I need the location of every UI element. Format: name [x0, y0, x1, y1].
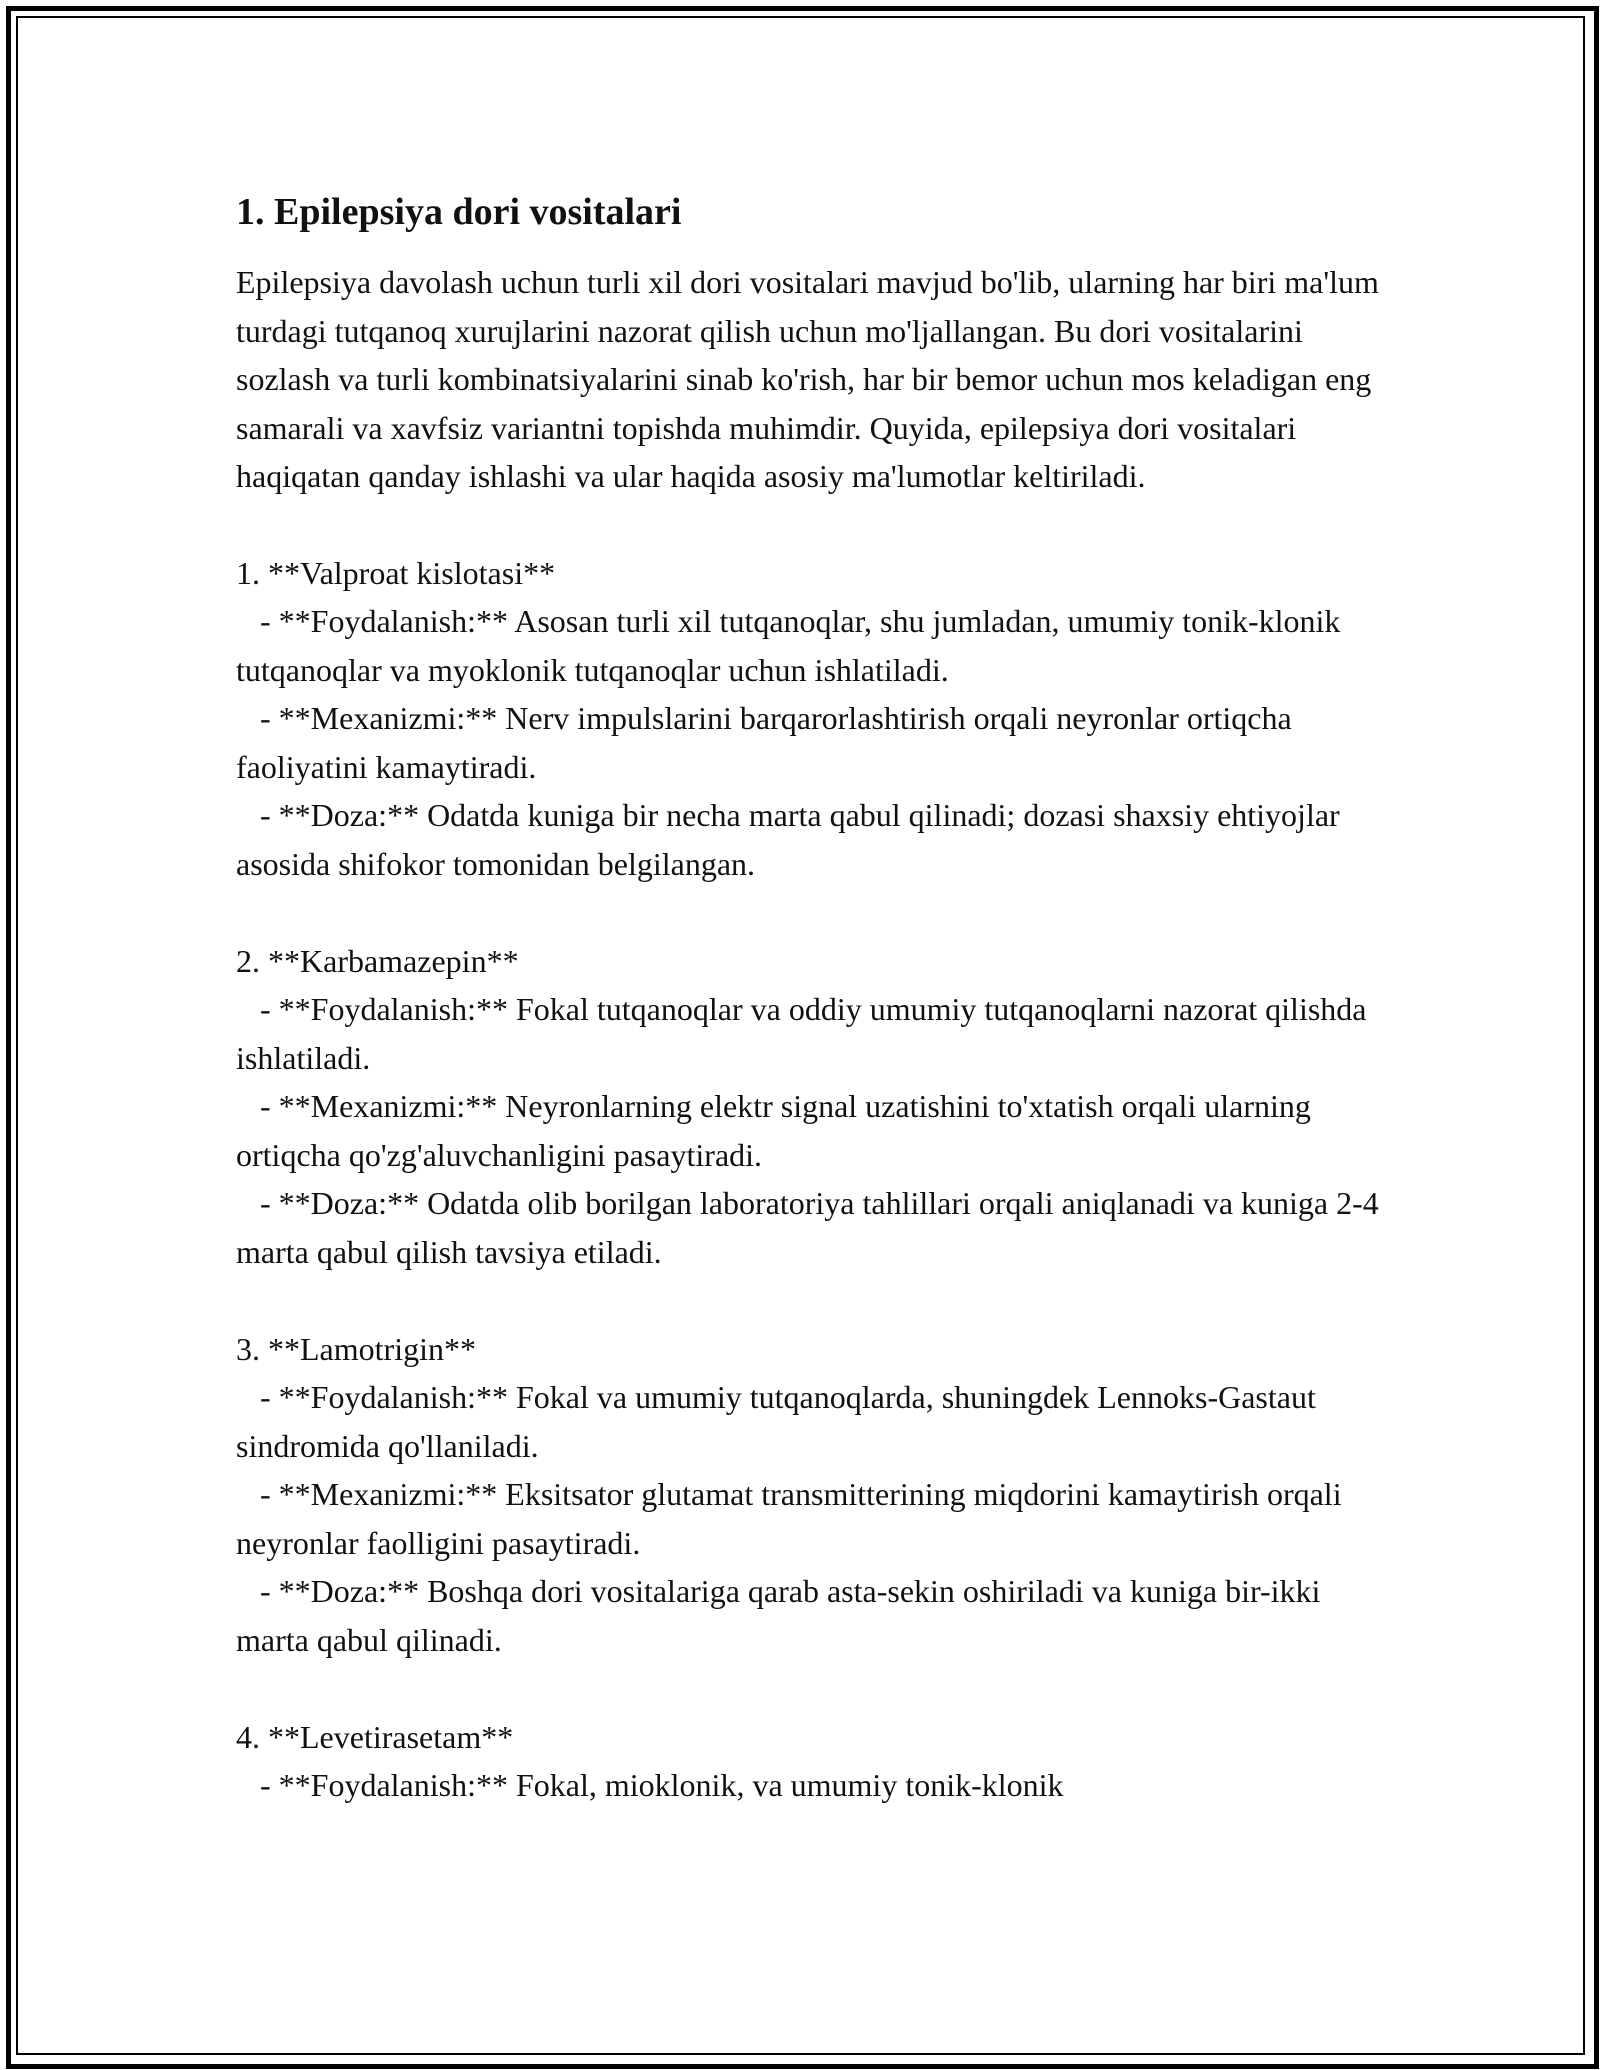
item-detail: - **Foydalanish:** Asosan turli xil tutqanoqlar, shu jumladan, umumiy tonik-klonik tutqanoqlar va myoklonik tutqanoqlar uchun ishlatiladi. [236, 603, 1341, 688]
list-item [236, 937, 1386, 1277]
section-heading: 1. Epilepsiya dori vositalari [236, 191, 682, 233]
intro-paragraph: Epilepsiya davolash uchun turli xil dori vositalari mavjud bo'lib, ularning har biri ma'lum turdagi tutqanoq xurujlarini nazorat qilish uchun mo'ljallangan. Bu dori vositalarini sozlash va turli kombinatsiyalarini sinab ko'rish, har bir bemor uchun mos keladigan eng samarali va xavfsiz variantni topishda muhimdir. Quyida, epilepsiya dori vositalari haqiqatan qanday ishlashi va ular haqida asosiy ma'lumotlar keltiriladi. [236, 264, 1379, 494]
item-detail: - **Mexanizmi:** Neyronlarning elektr signal uzatishini to'xtatish orqali ularning ortiqcha qo'zg'aluvchanligini pasaytiradi. [236, 1088, 1311, 1173]
medication-list [236, 549, 1386, 1810]
item-title: 3. **Lamotrigin** [236, 1330, 476, 1367]
item-detail: - **Mexanizmi:** Eksitsator glutamat transmitterining miqdorini kamaytirish orqali neyronlar faolligini pasaytiradi. [236, 1476, 1342, 1561]
document-body [236, 186, 1386, 1810]
item-detail: - **Doza:** Odatda olib borilgan laboratoriya tahlillari orqali aniqlanadi va kuniga 2-4 marta qabul qilish tavsiya etiladi. [236, 1185, 1379, 1270]
item-detail: - **Foydalanish:** Fokal, mioklonik, va umumiy tonik-klonik [260, 1767, 1064, 1803]
list-item [236, 1325, 1386, 1665]
item-detail: - **Mexanizmi:** Nerv impulslarini barqarorlashtirish orqali neyronlar ortiqcha faoliyatini kamaytiradi. [236, 700, 1292, 785]
item-title: 4. **Levetirasetam** [236, 1718, 514, 1755]
item-detail: - **Foydalanish:** Fokal tutqanoqlar va oddiy umumiy tutqanoqlarni nazorat qilishda ishlatiladi. [236, 991, 1367, 1076]
item-detail: - **Foydalanish:** Fokal va umumiy tutqanoqlarda, shuningdek Lennoks-Gastaut sindromida qo'llaniladi. [236, 1379, 1316, 1464]
item-detail: - **Doza:** Boshqa dori vositalariga qarab asta-sekin oshiriladi va kuniga bir-ikki marta qabul qilinadi. [236, 1573, 1321, 1658]
list-item [236, 1713, 1386, 1810]
item-title: 1. **Valproat kislotasi** [236, 554, 556, 591]
item-detail: - **Doza:** Odatda kuniga bir necha marta qabul qilinadi; dozasi shaxsiy ehtiyojlar asosida shifokor tomonidan belgilangan. [236, 797, 1340, 882]
list-item [236, 549, 1386, 889]
item-title: 2. **Karbamazepin** [236, 942, 519, 979]
